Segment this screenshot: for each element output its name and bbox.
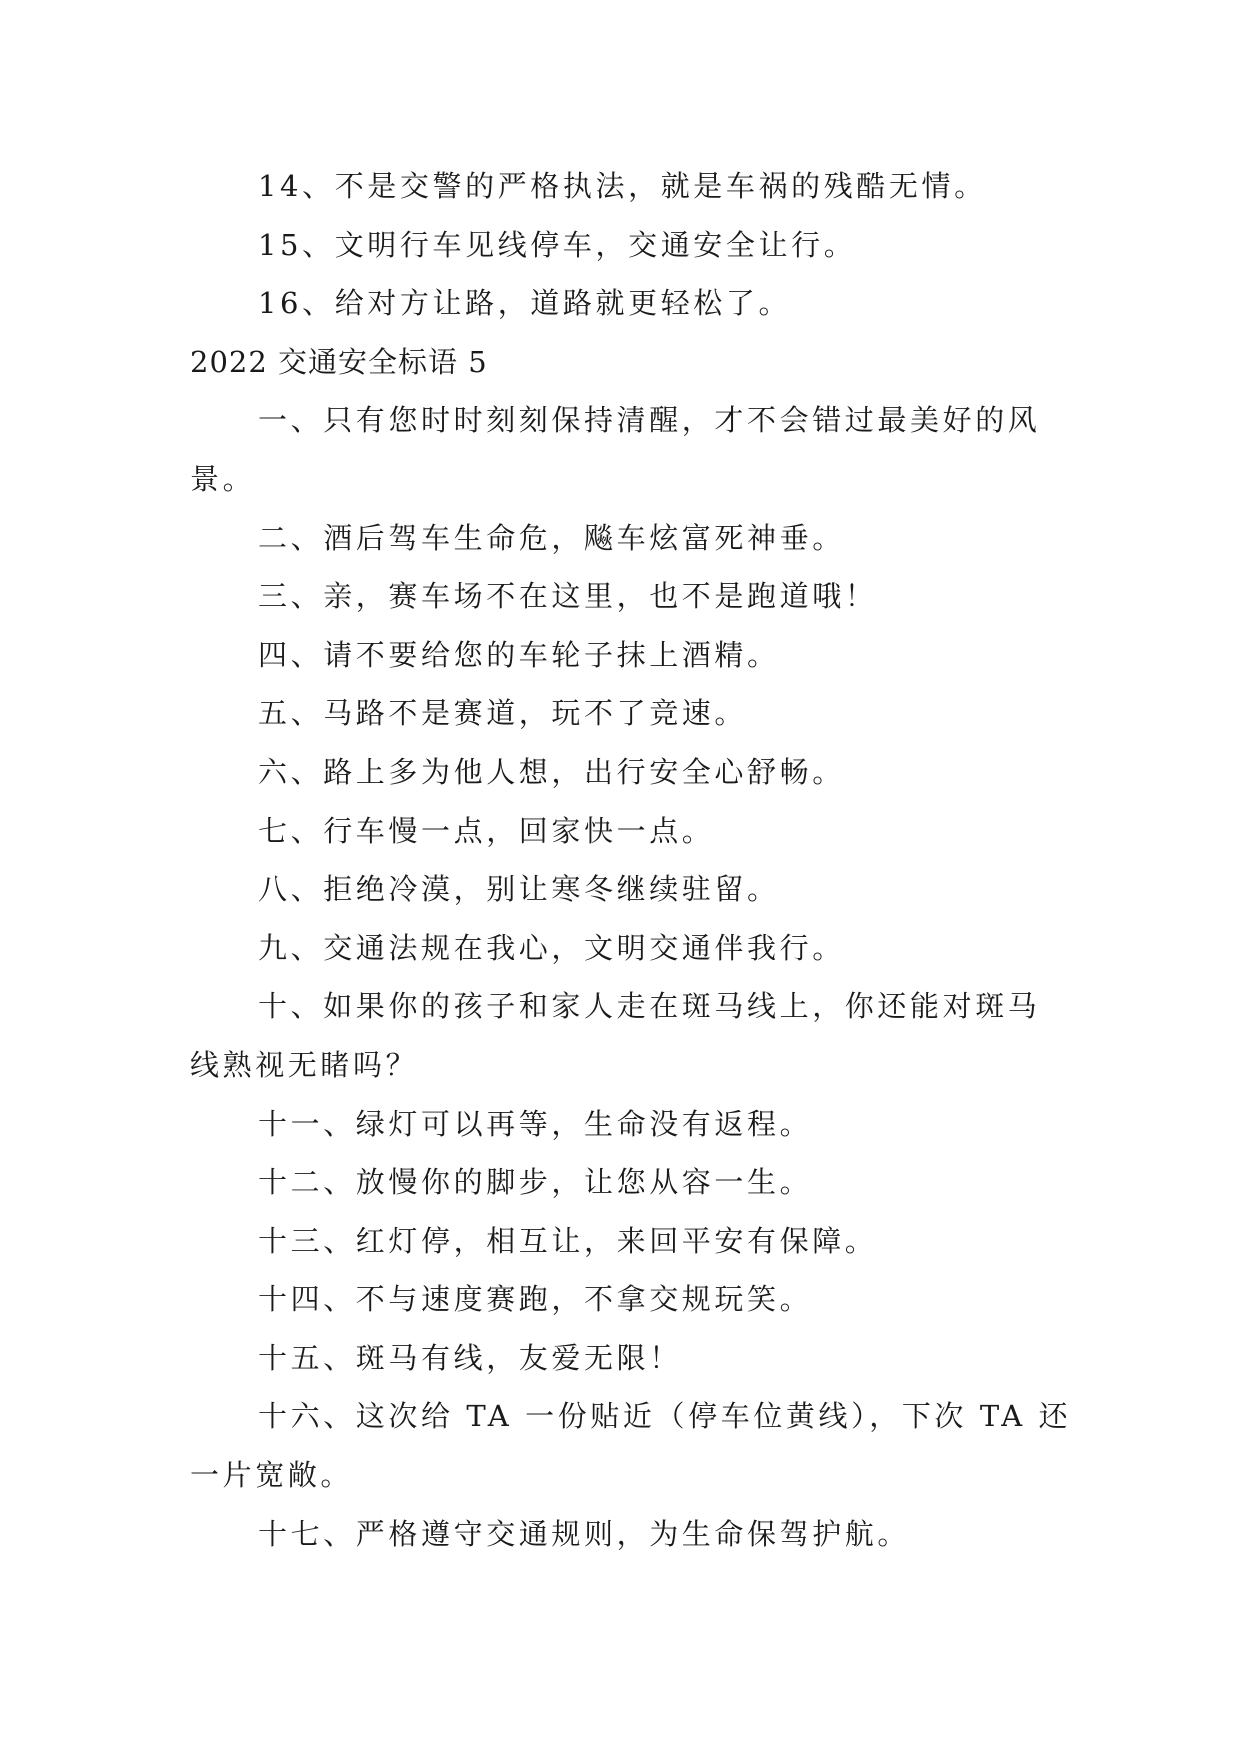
- text-line: 十二、放慢你的脚步，让您从容一生。: [258, 1165, 813, 1200]
- document-body: [190, 157, 1072, 1563]
- text-line: 八、拒绝冷漠，别让寒冬继续驻留。: [258, 872, 780, 907]
- text-line: 一片宽敞。: [190, 1458, 354, 1493]
- text-line: 14、不是交警的严格执法，就是车祸的残酷无情。: [258, 169, 987, 203]
- text-line: 景。: [190, 461, 256, 496]
- text-line: 一、只有您时时刻刻保持清醒，才不会错过最美好的风: [258, 403, 1041, 438]
- text-line: 九、交通法规在我心，文明交通伴我行。: [258, 930, 845, 965]
- text-line: 十三、红灯停，相互让，来回平安有保障。: [258, 1223, 878, 1258]
- text-line: 线熟视无睹吗？: [190, 1047, 419, 1082]
- text-line: 十六、这次给 TA 一份贴近（停车位黄线），下次 TA 还: [258, 1399, 1072, 1434]
- text-line: 15、文明行车见线停车，交通安全让行。: [258, 227, 857, 262]
- text-line: 四、请不要给您的车轮子抹上酒精。: [258, 637, 780, 672]
- text-line: 十五、斑马有线，友爱无限！: [258, 1340, 682, 1375]
- text-line: 六、路上多为他人想，出行安全心舒畅。: [258, 754, 845, 789]
- text-line: 五、马路不是赛道，玩不了竞速。: [258, 696, 748, 731]
- section-heading: 2022 交通安全标语 5: [190, 344, 488, 379]
- text-line: 三、亲，赛车场不在这里，也不是跑道哦！: [258, 579, 878, 614]
- text-line: 十一、绿灯可以再等，生命没有返程。: [258, 1106, 813, 1141]
- text-line: 十四、不与速度赛跑，不拿交规玩笑。: [258, 1282, 813, 1317]
- text-line: 七、行车慢一点，回家快一点。: [258, 813, 715, 848]
- text-line: 十、如果你的孩子和家人走在斑马线上，你还能对斑马: [258, 989, 1041, 1024]
- text-line: 二、酒后驾车生命危，飚车炫富死神垂。: [258, 520, 845, 555]
- text-line: 16、给对方让路，道路就更轻松了。: [258, 286, 792, 321]
- text-line: 十七、严格遵守交通规则，为生命保驾护航。: [258, 1516, 911, 1551]
